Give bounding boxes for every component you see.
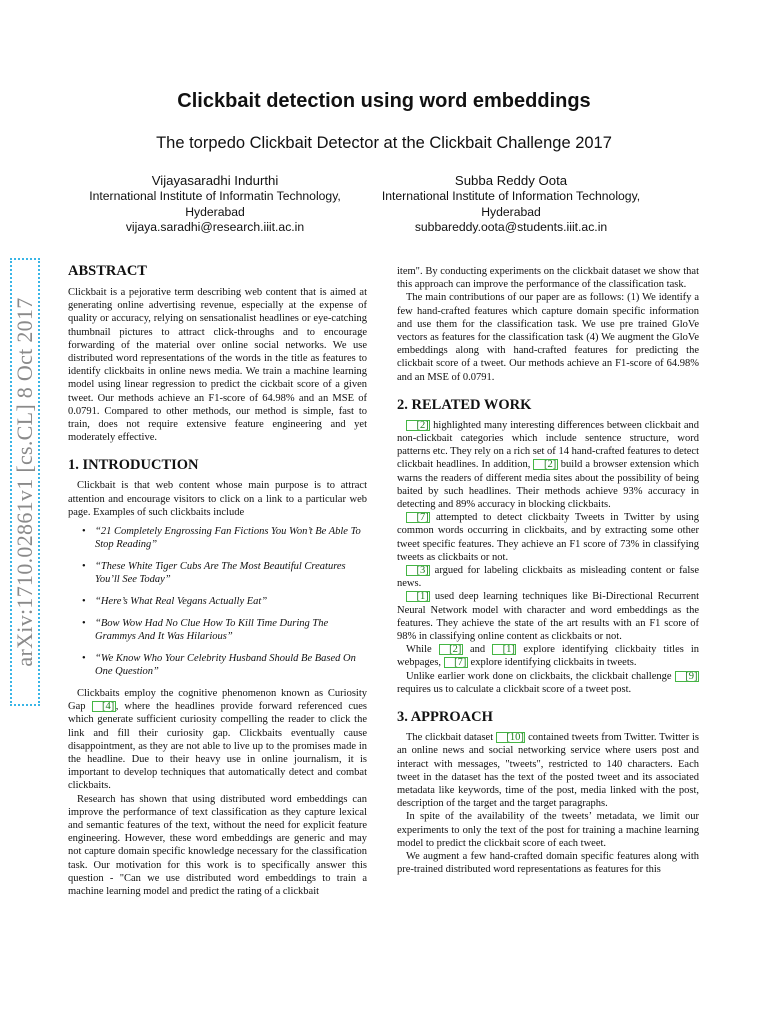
arxiv-stamp-text: arXiv:1710.02861v1 [cs.CL] 8 Oct 2017: [12, 297, 37, 667]
citation-link[interactable]: [1]: [406, 591, 430, 602]
right-column: [397, 265, 699, 876]
text-run: argued for labeling clickbaits as misleading content or false news.: [397, 565, 699, 590]
list-item: • “These White Tiger Cubs Are The Most Beautiful Creatures You’ll See Today”: [82, 560, 367, 586]
citation-link[interactable]: [7]: [444, 657, 468, 668]
section-heading-approach: 3. APPROACH: [397, 709, 493, 726]
list-item: • “Here’s What Real Vegans Actually Eat”: [82, 595, 367, 608]
author-city: Hyderabad: [185, 204, 245, 219]
author-email[interactable]: subbareddy.oota@students.iiit.ac.in: [414, 220, 608, 234]
author-email[interactable]: vijaya.saradhi@research.iiit.ac.in: [125, 220, 305, 234]
left-column: [68, 262, 367, 898]
citation-link[interactable]: [4]: [92, 701, 116, 712]
related-work-paragraph: [397, 419, 699, 511]
section-heading-introduction: 1. INTRODUCTION: [68, 457, 199, 474]
list-item: • “Bow Wow Had No Clue How To Kill Time During The Grammys And It Was Hilarious”: [82, 617, 367, 643]
list-item: • “We Know Who Your Celebrity Husband Should Be Based On One Question”: [82, 652, 367, 678]
citation-link[interactable]: [3]: [406, 565, 430, 576]
section-heading-related-work: 2. RELATED WORK: [397, 396, 532, 413]
text-run: requires us to calculate a clickbait score of a tweet post.: [397, 683, 632, 695]
intro-paragraph: [68, 687, 367, 793]
intro-paragraph: item". By conducting experiments on the clickbait dataset we show that this approach can improve the performance of the classification task.: [397, 266, 699, 291]
author-name: Vijayasaradhi Indurthi: [151, 173, 279, 188]
author-block: [368, 172, 654, 236]
related-work-paragraph: [397, 670, 699, 696]
text-run: used deep learning techniques like Bi-Directional Recurrent Neural Network model with character and word embeddings as the features. They achieve the state of the art results with an F1 score of 98% in classifying online content as clickbaits or not.: [397, 591, 699, 643]
arxiv-stamp[interactable]: [10, 258, 40, 706]
author-block: [60, 172, 370, 236]
list-item: • “21 Completely Engrossing Fan Fictions You Won’t Be Able To Stop Reading”: [82, 525, 367, 551]
intro-paragraph: Research has shown that using distributed word embeddings can improve the performance of text classification as they capture lexical and semantic features of the text, without the need for explicit feature engineering. However, these word embeddings are generic and may not capture domain specific knowledge necessary for the classification task. Our motivation for this work is to specifically answer this question - "Can we use distributed word embeddings to train a machine learning model and predict the rating of a clickbait: [68, 793, 367, 898]
text-run: explore identifying clickbaits in tweets.: [467, 657, 637, 669]
citation-link[interactable]: [7]: [406, 512, 430, 523]
text-run: and: [462, 644, 493, 656]
abstract-text: Clickbait is a pejorative term describing web content that is aimed at generating online advertising revenue, especially at the expense of quality or accuracy, relying on sensationalist headlines or eye-catching thumbnail pictures to attract click-throughs and to encourage forwarding of the material over online social networks. We use distributed word representations of the words in the title as features to identify clickbaits in online news media. We train a machine learning model using linear regression to predict the cickbait score of a given tweet. Our methods achieve an F1-score of 64.98% and an MSE of 0.0791. Compared to other methods, our method is simple, fast to train, does not require extensive feature engineering and yet moderately effective.: [68, 287, 367, 444]
approach-paragraph: In spite of the availability of the tweets’ metadata, we limit our experiments to only the text of the post for training a machine learning model to predict the clickbait score of each tweet.: [397, 811, 699, 849]
text-run: explore identifying clickbaity titles in webpages,: [397, 644, 699, 669]
approach-paragraph: [397, 731, 699, 810]
author-affiliation: International Institute of Information Technology,: [381, 189, 641, 203]
author-city: Hyderabad: [481, 204, 541, 219]
citation-link[interactable]: [1]: [492, 644, 516, 655]
author-affiliation: International Institute of Informatin Technology,: [89, 189, 341, 203]
text-run: highlighted many interesting differences between clickbait and non-clickbait categories which include sentence structure, word patterns etc. They rely on a rich set of 14 hand-crafted features to detect clickbait headlines. In addition,: [397, 419, 699, 471]
citation-link[interactable]: [2]: [406, 420, 430, 431]
citation-link[interactable]: [9]: [675, 671, 699, 682]
related-work-paragraph: [397, 511, 699, 564]
paper-title: Clickbait detection using word embeddings: [177, 90, 591, 112]
citation-link[interactable]: [10]: [496, 732, 526, 743]
approach-paragraph: We augment a few hand-crafted domain specific features along with pre-trained distributed word representations as features for this: [397, 850, 699, 876]
text-run: The clickbait dataset: [406, 732, 496, 744]
related-work-paragraph: [397, 564, 699, 590]
text-run: contained tweets from Twitter. Twitter is an online news and social networking service where users post and interact with messages, "tweets", restricted to 140 characters. Each tweet in the dataset has the text of the posted tweet and its associated metadata like keywords, time of the post, media linked with the post, description of the target and the target paragraphs.: [397, 732, 699, 810]
intro-paragraph: Clickbait is that web content whose main purpose is to attract attention and encourage visitors to click on a link to a particular web page. Examples of such clickbaits include: [68, 480, 367, 518]
text-run: Unlike earlier work done on clickbaits, the clickbait challenge: [406, 670, 675, 682]
contributions-paragraph: The main contributions of our paper are as follows: (1) We identify a few hand-crafted features which capture domain specific information and use them for the classification task. We use pre trained GloVe vectors as features for the classification task (4) We augment the GloVe embeddings along with hand-crafted features for predicting the clickbait score of a tweet. Our methods achieve an F1-score of 64.98% and an MSE of 0.0791.: [397, 292, 699, 383]
paper-subtitle: The torpedo Clickbait Detector at the Clickbait Challenge 2017: [156, 134, 612, 152]
related-work-paragraph: [397, 643, 699, 669]
text-run: Clickbaits employ the cognitive phenomenon known as Curiosity Gap: [68, 688, 367, 713]
text-run: build a browser extension which warns the readers of different media sites about the possibility of being baited by such headlines. Their methods achieve 93% accuracy in detecting and 89% accuracy in blocking clickbaits.: [397, 459, 699, 511]
clickbait-examples-list: [68, 525, 367, 678]
author-name: Subba Reddy Oota: [454, 173, 568, 188]
citation-link[interactable]: [2]: [439, 644, 463, 655]
related-work-paragraph: [397, 590, 699, 643]
text-run: While: [406, 644, 439, 656]
citation-link[interactable]: [2]: [533, 459, 557, 470]
text-run: , where the headlines provide forward referenced cues which generate sufficient curiosity compelling the reader to click the link and fill their curiosity gap. Clickbaits eventually cause disappointment, as they are not able to live up to the promises made in the headline. Due to their heavy use in online journalism, it is important to develop techniques that automatically detect and combat clickbaits.: [68, 701, 367, 792]
text-run: attempted to detect clickbaity Tweets in Twitter by using common words occurring in clickbaits, and by extracting some other tweet specific features. They achieve an F1 score of 73% in classifying tweets as clickbaits or not.: [397, 512, 699, 563]
section-heading-abstract: ABSTRACT: [68, 263, 147, 279]
